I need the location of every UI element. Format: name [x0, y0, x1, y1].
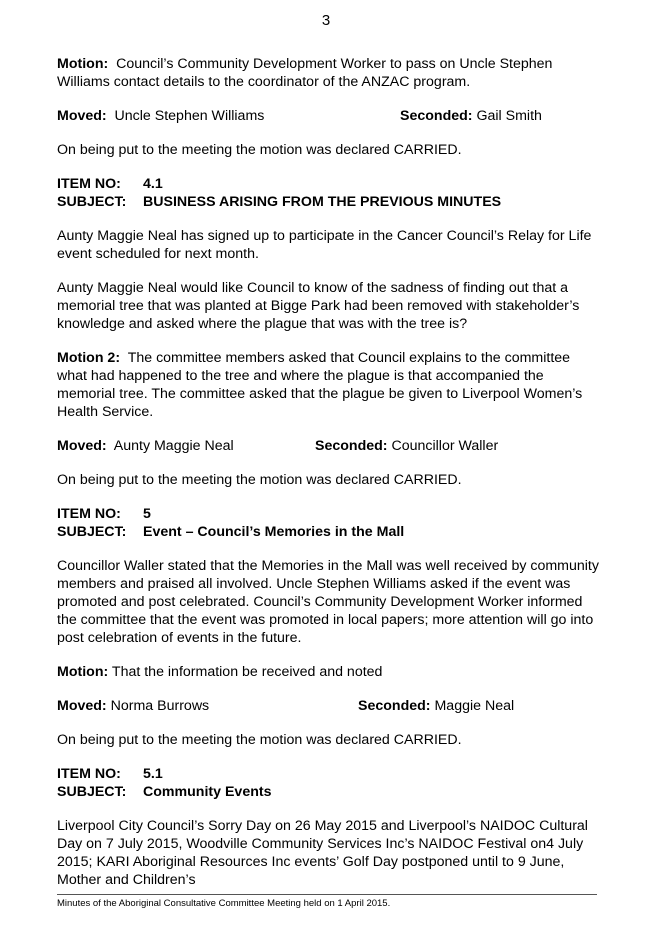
motion-paragraph [57, 663, 602, 681]
item-heading-5-1 [57, 765, 602, 801]
motion-text: That the information be received and noted [111, 664, 383, 680]
moved-value: Aunty Maggie Neal [113, 438, 234, 454]
subject-text: Community Events [143, 784, 272, 800]
item-label: ITEM NO: [57, 176, 121, 192]
subject-label: SUBJECT: [57, 194, 127, 210]
subject-text: Event – Council’s Memories in the Mall [143, 524, 405, 540]
result-text: On being put to the meeting the motion was declared CARRIED. [57, 732, 462, 748]
result-text: On being put to the meeting the motion was declared CARRIED. [57, 472, 462, 488]
item-number: 5 [143, 506, 151, 522]
motion-paragraph [57, 349, 602, 421]
seconded-label: Seconded: [358, 698, 431, 714]
moved-seconded-row [57, 697, 602, 715]
moved-label: Moved: [57, 438, 107, 454]
seconded-value: Gail Smith [476, 108, 542, 124]
item-label: ITEM NO: [57, 766, 121, 782]
seconded [400, 107, 542, 125]
document-body [57, 55, 602, 905]
seconded [358, 697, 514, 715]
moved-value: Uncle Stephen Williams [114, 108, 265, 124]
seconded-value: Maggie Neal [434, 698, 515, 714]
moved-seconded-row [57, 437, 602, 455]
moved-label: Moved: [57, 698, 107, 714]
page-number: 3 [321, 12, 331, 29]
motion-label: Motion: [57, 56, 109, 72]
seconded [315, 437, 498, 455]
moved-label: Moved: [57, 108, 107, 124]
result-text: On being put to the meeting the motion was declared CARRIED. [57, 142, 462, 158]
seconded-label: Seconded: [400, 108, 473, 124]
footer-divider [57, 894, 597, 895]
motion-paragraph [57, 55, 602, 91]
moved-value: Norma Burrows [110, 698, 210, 714]
paragraph: Councillor Waller stated that the Memories in the Mall was well received by community members and praised all involved. Uncle Stephen Williams asked if the event was promoted and post celebrated. Council’s Community Development Worker informed the committee that the event was promoted in local papers; more attention will go into post celebration of events in the future. [57, 558, 599, 646]
motion-text: The committee members asked that Council explains to the committee what had happened to the tree and where the plague is that accompanied the memorial tree. The committee asked that the plague be given to Liverpool Women’s Health Service. [57, 350, 583, 420]
page-footer: Minutes of the Aboriginal Consultative Committee Meeting held on 1 April 2015. [57, 898, 391, 909]
item-number: 5.1 [143, 766, 163, 782]
motion-label: Motion 2: [57, 350, 121, 366]
subject-label: SUBJECT: [57, 524, 127, 540]
paragraph: Aunty Maggie Neal has signed up to participate in the Cancer Council’s Relay for Life event scheduled for next month. [57, 228, 592, 262]
subject-text: BUSINESS ARISING FROM THE PREVIOUS MINUTES [143, 194, 502, 210]
motion-text: Council’s Community Development Worker to pass on Uncle Stephen Williams contact details to the coordinator of the ANZAC program. [57, 56, 553, 90]
item-heading-5 [57, 505, 602, 541]
subject-label: SUBJECT: [57, 784, 127, 800]
paragraph: Aunty Maggie Neal would like Council to know of the sadness of finding out that a memorial tree that was planted at Bigge Park had been removed with stakeholder’s knowledge and asked where the plague that was with the tree is? [57, 280, 580, 332]
paragraph: Liverpool City Council’s Sorry Day on 26 May 2015 and Liverpool’s NAIDOC Cultural Day on 7 July 2015, Woodville Community Services Inc’s NAIDOC Festival on4 July 2015; KARI Aboriginal Resources Inc events’ Golf Day postponed until to 9 June, Mother and Children’s [57, 818, 588, 888]
item-number: 4.1 [143, 176, 163, 192]
motion-label: Motion: [57, 664, 109, 680]
item-label: ITEM NO: [57, 506, 121, 522]
item-heading-4-1 [57, 175, 602, 211]
seconded-value: Councillor Waller [391, 438, 499, 454]
seconded-label: Seconded: [315, 438, 388, 454]
moved-seconded-row [57, 107, 602, 125]
